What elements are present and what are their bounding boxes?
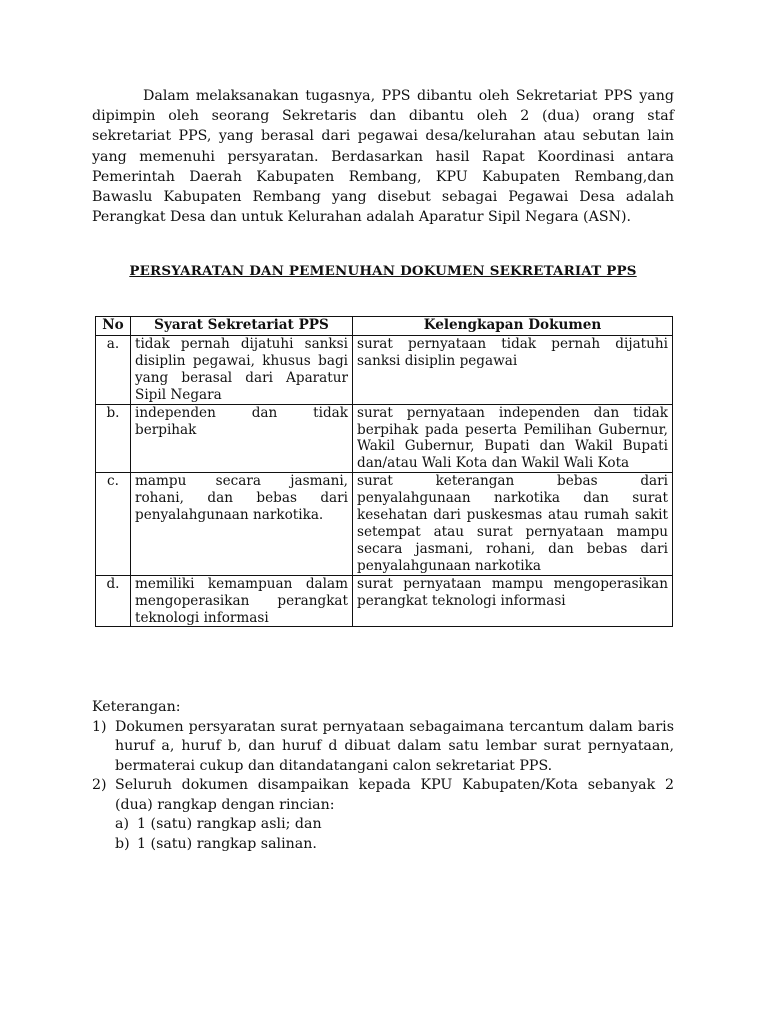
- header-dokumen: Kelengkapan Dokumen: [353, 317, 673, 336]
- notes-section: [92, 698, 674, 854]
- note-item: [92, 718, 674, 777]
- subitem-text: 1 (satu) rangkap asli; dan: [137, 816, 322, 832]
- note-number: 2): [92, 777, 107, 793]
- subitem-letter: a): [115, 816, 129, 832]
- table-header-row: [96, 317, 673, 336]
- header-no: No: [96, 317, 131, 336]
- note-item: [92, 776, 674, 815]
- row-no: c.: [96, 473, 131, 575]
- requirements-table: [95, 316, 673, 627]
- row-syarat: memiliki kemampuan dalam mengoperasikan perangkat teknologi informasi: [131, 575, 353, 627]
- note-number: 1): [92, 718, 107, 735]
- row-syarat: mampu secara jasmani, rohani, dan bebas dari penyalahgunaan narkotika.: [131, 473, 353, 575]
- note-text: Dokumen persyaratan surat pernyataan sebagaimana tercantum dalam baris huruf a, huruf b, dan huruf d dibuat dalam satu lembar surat pernyataan, bermaterai cukup dan ditandatangani calon sekretariat PPS.: [115, 718, 674, 774]
- row-no: a.: [96, 336, 131, 405]
- table-row: [96, 473, 673, 575]
- row-syarat: tidak pernah dijatuhi sanksi disiplin pegawai, khusus bagi yang berasal dari Aparatur Sipil Negara: [131, 336, 353, 405]
- note-subitem: [115, 835, 674, 855]
- row-dokumen: surat pernyataan tidak pernah dijatuhi sanksi disiplin pegawai: [353, 336, 673, 405]
- intro-paragraph: Dalam melaksanakan tugasnya, PPS dibantu oleh Sekretariat PPS yang dipimpin oleh seorang Sekretaris dan dibantu oleh 2 (dua) orang staf sekretariat PPS, yang berasal dari pegawai desa/kelurahan atau sebutan lain yang memenuhi persyaratan. Berdasarkan hasil Rapat Koordinasi antara Pemerintah Daerah Kabupaten Rembang, KPU Kabupaten Rembang,dan Bawaslu Kabupaten Rembang yang disebut sebagai Pegawai Desa adalah Perangkat Desa dan untuk Kelurahan adalah Aparatur Sipil Negara (ASN).: [92, 88, 674, 226]
- subitem-text: 1 (satu) rangkap salinan.: [137, 835, 317, 852]
- row-dokumen: surat keterangan bebas dari penyalahgunaan narkotika dan surat kesehatan dari puskesmas atau rumah sakit setempat atau surat pernyataan mampu secara jasmani, rohani, dan bebas dari penyalahgunaan narkotika: [353, 473, 673, 575]
- row-no: d.: [96, 575, 131, 627]
- notes-title: Keterangan:: [92, 699, 181, 715]
- row-no: b.: [96, 404, 131, 473]
- row-dokumen: surat pernyataan independen dan tidak berpihak pada peserta Pemilihan Gubernur, Wakil Gubernur, Bupati dan Wakil Bupati dan/atau Wali Kota dan Wakil Wali Kota: [353, 404, 673, 473]
- subitem-letter: b): [115, 835, 130, 852]
- row-syarat: independen dan tidak berpihak: [131, 404, 353, 473]
- table-row: [96, 404, 673, 473]
- section-heading: PERSYARATAN DAN PEMENUHAN DOKUMEN SEKRETARIAT PPS: [129, 263, 637, 279]
- note-text: Seluruh dokumen disampaikan kepada KPU Kabupaten/Kota sebanyak 2 (dua) rangkap dengan rincian:: [115, 777, 674, 813]
- note-subitem: [115, 815, 674, 835]
- table-row: [96, 336, 673, 405]
- table-row: [96, 575, 673, 627]
- row-dokumen: surat pernyataan mampu mengoperasikan perangkat teknologi informasi: [353, 575, 673, 627]
- header-syarat: Syarat Sekretariat PPS: [131, 317, 353, 336]
